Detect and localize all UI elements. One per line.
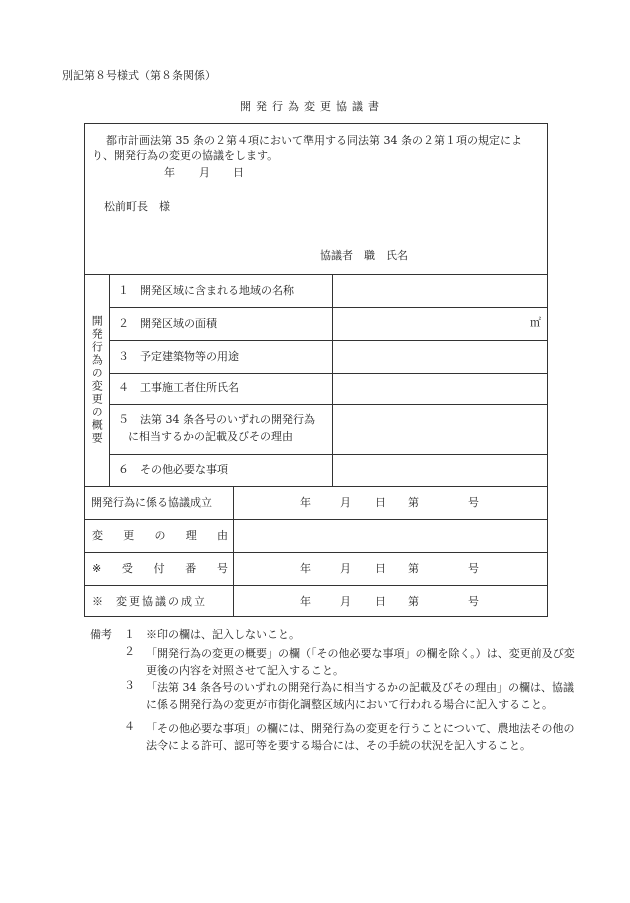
agreement-dai: 第	[408, 496, 419, 509]
note-text-4: 「その他必要な事項」の欄には、開発行為の変更を行うことについて、農地法その他の法令による許可、認可等を要する場合には、その手続の状況を記入すること。	[146, 722, 575, 752]
change-month: 月	[340, 595, 351, 608]
note-text-2: 「開発行為の変更の概要」の欄（「その他必要な事項」の欄を除く。）は、変更前及び変更後の内容を対照させて記入すること。	[146, 647, 575, 677]
area-unit: ㎡	[530, 316, 541, 329]
intro-line-2: り、開発行為の変更の協議をします。	[92, 149, 279, 162]
note-num-3: ３	[124, 679, 135, 692]
divider	[109, 307, 548, 308]
note-num-1: １	[124, 628, 135, 641]
item-label-3: ３ 予定建築物等の用途	[118, 350, 239, 363]
divider	[84, 486, 548, 487]
agreement-year: 年	[300, 496, 311, 509]
receipt-char: 受	[121, 562, 133, 575]
note-num-2: ２	[124, 645, 135, 658]
date-year: 年	[164, 166, 175, 179]
receipt-char: 付	[153, 562, 165, 575]
row-label-agreement: 開発行為に係る協議成立	[91, 496, 212, 509]
agreement-go: 号	[468, 496, 479, 509]
item-label-5: ５ 法第 34 条各号のいずれの開発行為	[118, 413, 315, 426]
receipt-year: 年	[300, 562, 311, 575]
form-label: 別記第８号様式（第８条関係）	[62, 69, 216, 82]
receipt-go: 号	[468, 562, 479, 575]
notes-label: 備考	[90, 628, 112, 641]
receipt-month: 月	[340, 562, 351, 575]
divider	[84, 552, 548, 553]
row-label-change-agreement	[92, 595, 207, 610]
date-day: 日	[233, 166, 244, 179]
document-title: 開発行為変更協議書	[240, 100, 384, 113]
note-text-3: 「法第 34 条各号のいずれの開発行為に相当するかの記載及びその理由」の欄は、協議に係る開発行為の変更が市街化調整区域内において行われる場合に記入すること。	[146, 681, 574, 711]
agreement-month: 月	[340, 496, 351, 509]
change-year: 年	[300, 595, 311, 608]
addressee: 松前町長 様	[104, 200, 170, 213]
divider	[109, 404, 548, 405]
row-label-reason	[92, 529, 228, 544]
receipt-dai: 第	[408, 562, 419, 575]
item-label-4: ４ 工事施工者住所氏名	[118, 381, 239, 394]
note-num-4: ４	[124, 720, 135, 733]
divider	[84, 519, 548, 520]
row-label-receipt	[92, 562, 228, 577]
divider	[84, 585, 548, 586]
reason-char: 変	[92, 529, 103, 542]
note-text-1: ※印の欄は、記入しないこと。	[146, 628, 300, 641]
item-label-6: ６ その他必要な事項	[118, 463, 228, 476]
change-agreement-mark: ※	[92, 595, 105, 608]
change-dai: 第	[408, 595, 419, 608]
agreement-day: 日	[375, 496, 386, 509]
change-go: 号	[468, 595, 479, 608]
reason-char: の	[154, 529, 166, 542]
change-agreement-text: 変更協議の成立	[116, 595, 207, 608]
change-day: 日	[375, 595, 386, 608]
reason-char: 由	[217, 529, 228, 542]
divider	[233, 486, 234, 617]
receipt-char: 番	[185, 562, 197, 575]
date-month: 月	[199, 166, 210, 179]
receipt-day: 日	[375, 562, 386, 575]
receipt-char: ※	[92, 562, 102, 575]
item-label-1: １ 開発区域に含まれる地域の名称	[118, 284, 294, 297]
reason-char: 理	[185, 529, 197, 542]
intro-line-1: 都市計画法第 35 条の２第４項において準用する同法第 34 条の２第１項の規定によ	[106, 134, 522, 147]
receipt-char: 号	[216, 562, 228, 575]
divider	[109, 454, 548, 455]
side-header-text: 開発行為の変更の概要	[90, 315, 104, 445]
applicant-label: 協議者 職 氏名	[320, 249, 408, 262]
reason-char: 更	[123, 529, 135, 542]
item-label-5b: に相当するかの記載及びその理由	[128, 430, 293, 443]
divider	[84, 274, 548, 275]
divider	[109, 373, 548, 374]
item-label-2: ２ 開発区域の面積	[118, 317, 217, 330]
side-header	[84, 275, 108, 485]
divider	[109, 340, 548, 341]
